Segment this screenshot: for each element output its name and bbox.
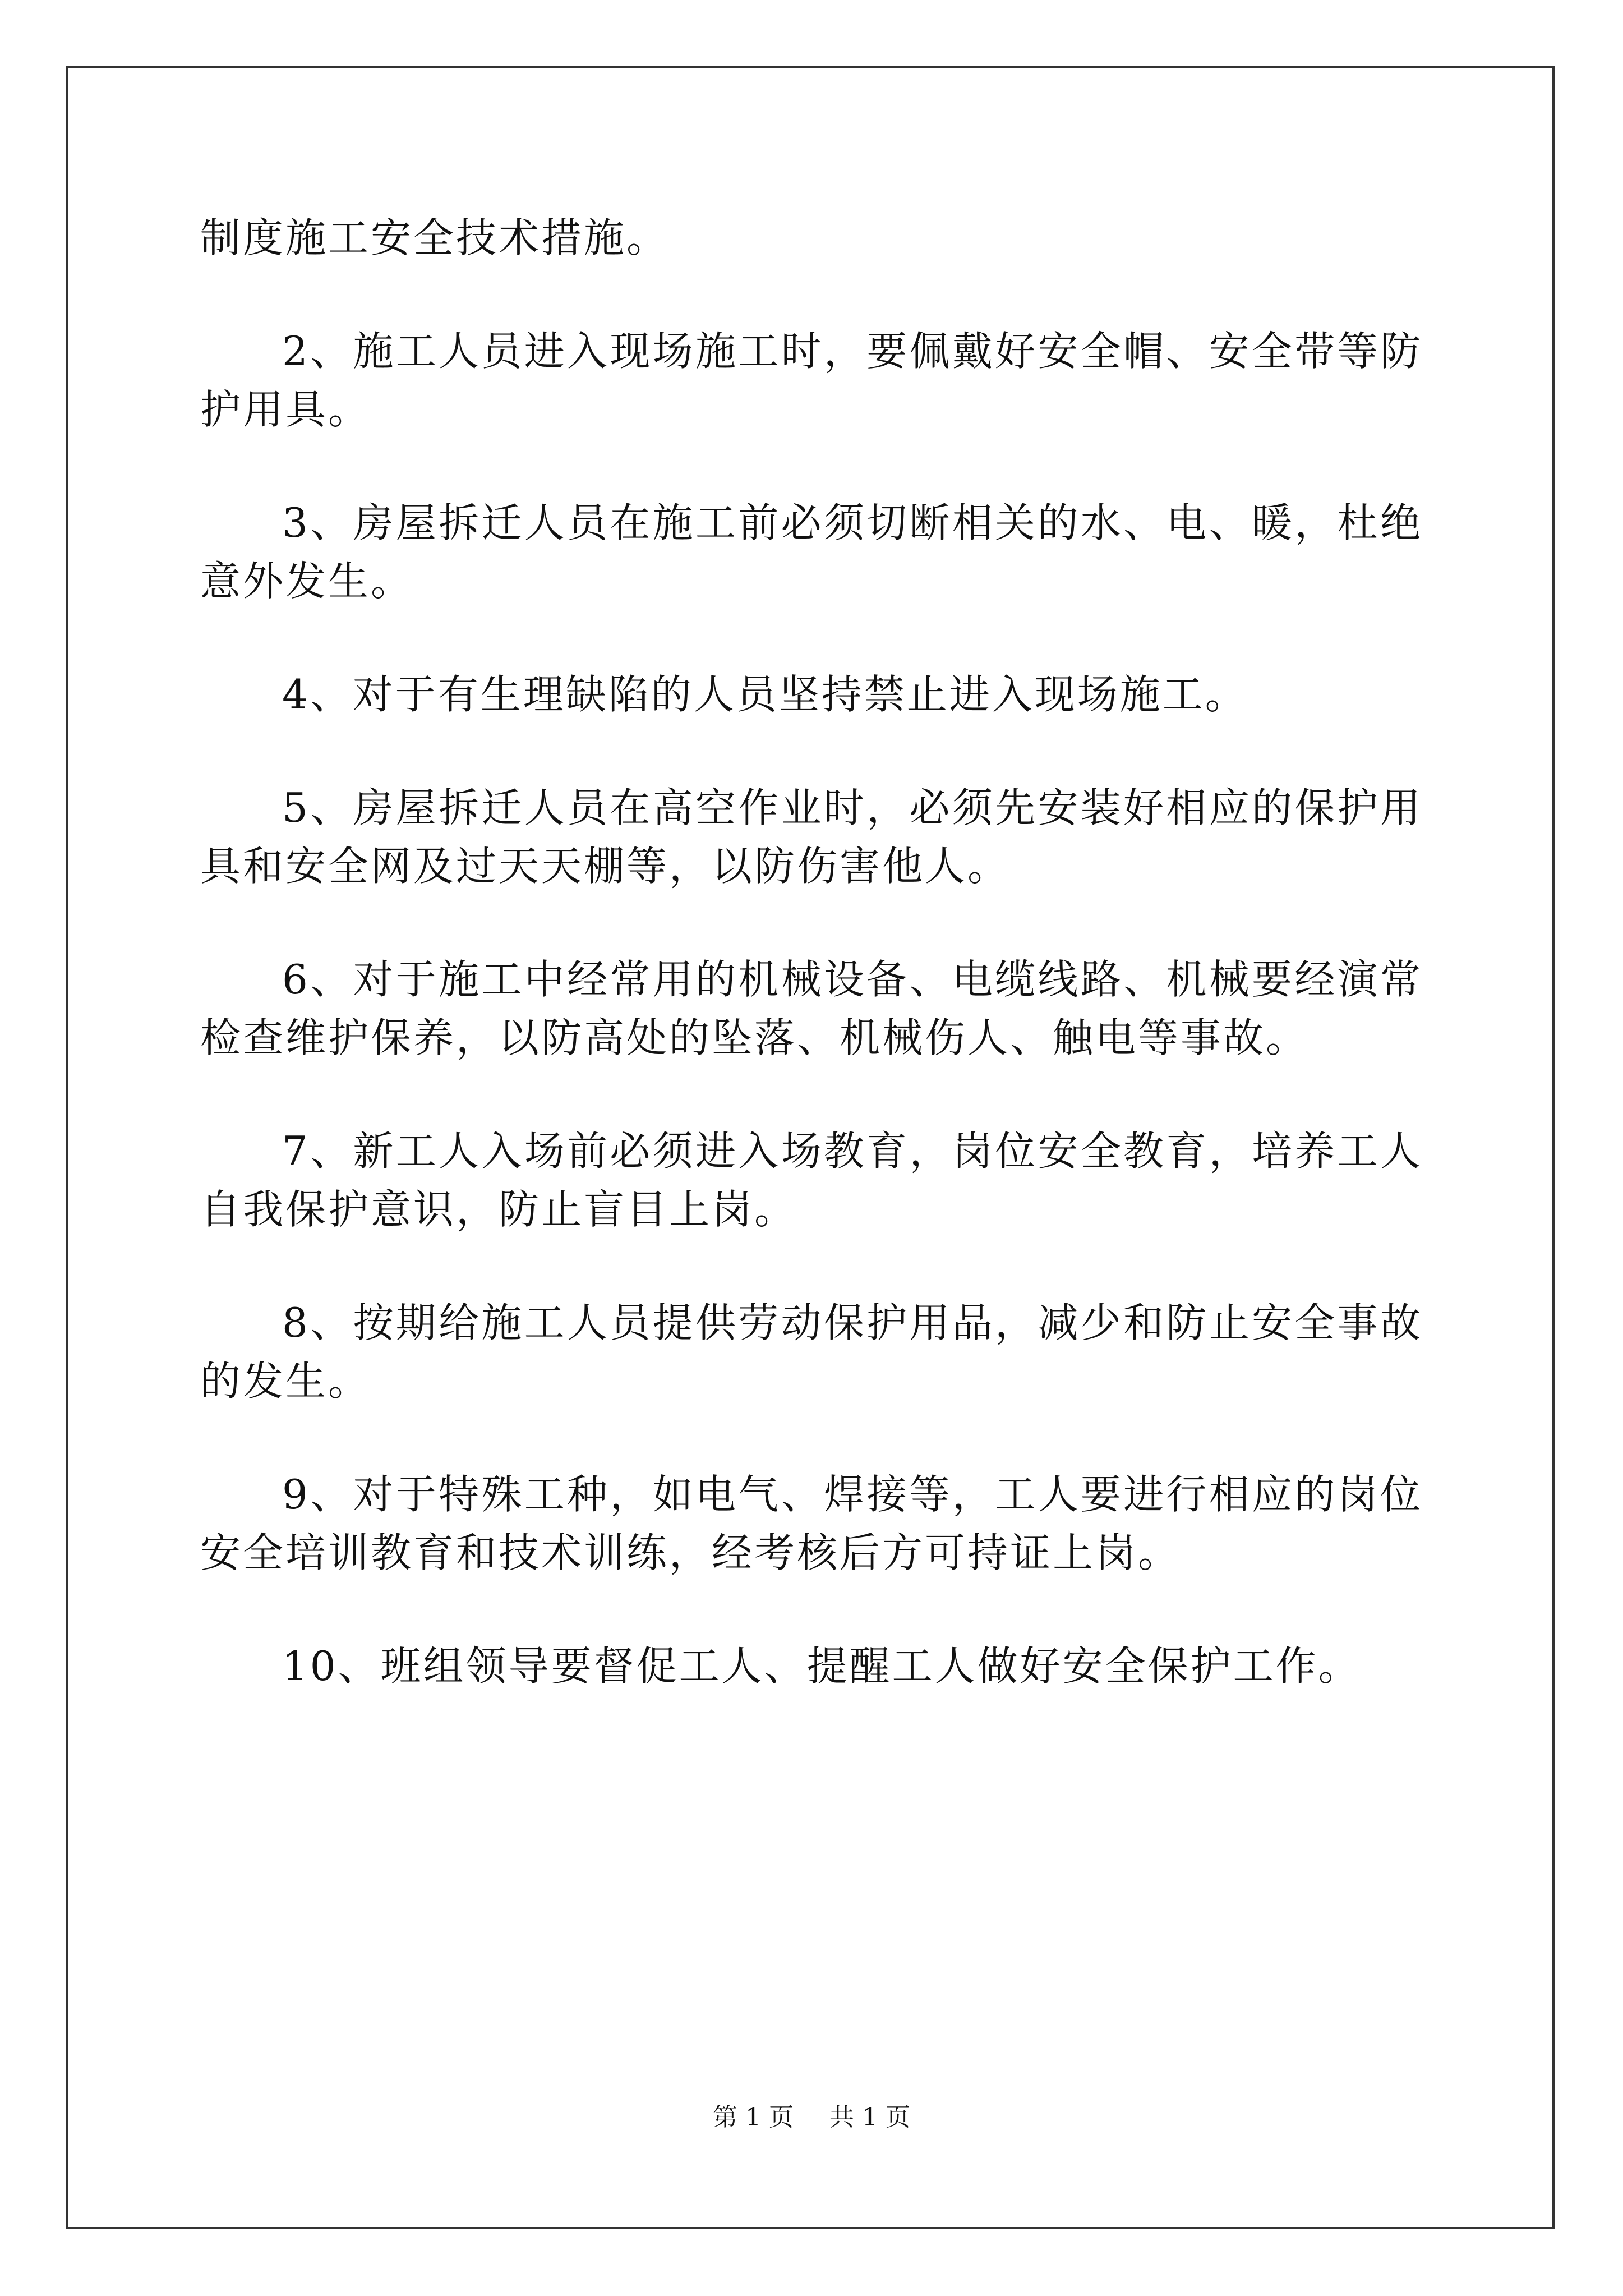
page-number: 第 1 页 — [713, 2103, 794, 2132]
paragraph: 7、新工人入场前必须进入场教育，岗位安全教育，培养工人自我保护意识，防止盲目上岗。 — [200, 1128, 1423, 1233]
paragraph: 6、对于施工中经常用的机械设备、电缆线路、机械要经演常检查维护保养，以防高处的坠落、机械伤人、触电等事故。 — [200, 956, 1423, 1061]
paragraph: 9、对于特殊工种，如电气、焊接等，工人要进行相应的岗位安全培训教育和技术训练，经考核后方可持证上岗。 — [200, 1471, 1423, 1576]
page-total: 共 1 页 — [829, 2103, 910, 2132]
document-body — [200, 209, 1423, 1750]
paragraph: 制度施工安全技术措施。 — [200, 214, 670, 261]
paragraph: 8、按期给施工人员提供劳动保护用品，减少和防止安全事故的发生。 — [200, 1299, 1423, 1405]
paragraph: 10、班组领导要督促工人、提醒工人做好安全保护工作。 — [282, 1642, 1361, 1690]
paragraph: 3、房屋拆迁人员在施工前必须切断相关的水、电、暖，杜绝意外发生。 — [200, 499, 1423, 605]
paragraph: 5、房屋拆迁人员在高空作业时，必须先安装好相应的保护用具和安全网及过天天棚等，以防伤害他人。 — [200, 784, 1423, 890]
paragraph: 2、施工人员进入现场施工时，要佩戴好安全帽、安全带等防护用具。 — [200, 328, 1423, 433]
paragraph: 4、对于有生理缺陷的人员坚持禁止进入现场施工。 — [282, 671, 1248, 718]
page-footer — [0, 2101, 1623, 2134]
